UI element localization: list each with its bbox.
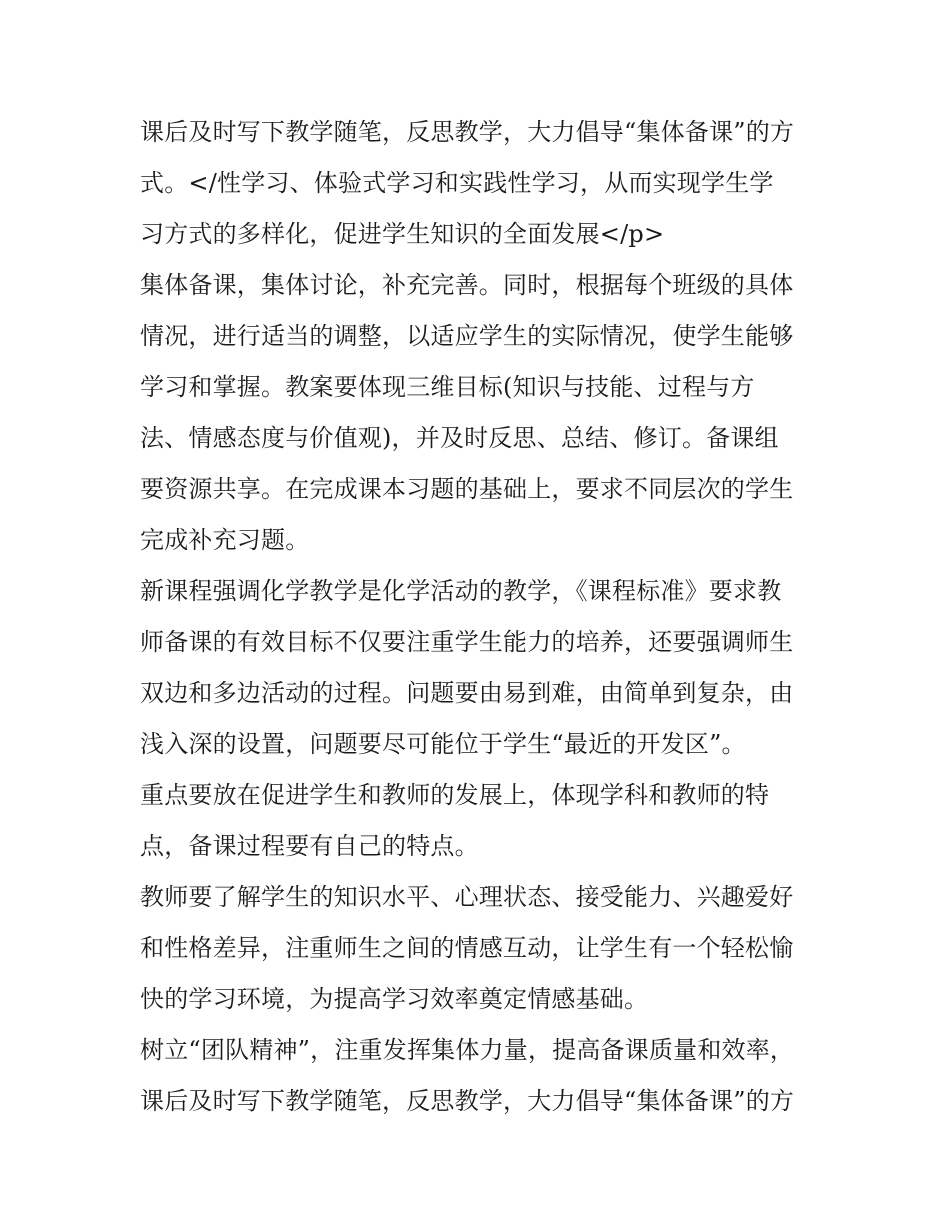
text-line: 重点要放在促进学生和教师的发展上，体现学科和教师的特: [140, 781, 770, 809]
text-line: 课后及时写下教学随笔，反思教学，大力倡导“集体备课”的方: [140, 1087, 795, 1115]
text-line: 集体备课，集体讨论，补充完善。同时，根据每个班级的具体: [140, 271, 794, 299]
text-line: 要资源共享。在完成课本习题的基础上，要求不同层次的学生: [140, 475, 794, 503]
text-line: 情况，进行适当的调整，以适应学生的实际情况，使学生能够: [140, 322, 794, 350]
text-line: 和性格差异，注重师生之间的情感互动，让学生有一个轻松愉: [140, 934, 794, 962]
text-line: 课后及时写下教学随笔，反思教学，大力倡导“集体备课”的方: [140, 118, 795, 146]
text-line: 点，备课过程要有自己的特点。: [140, 832, 479, 860]
document-body: [140, 107, 820, 1127]
text-line: 新课程强调化学教学是化学活动的教学，《课程标准》要求教: [140, 577, 782, 605]
text-line: 习方式的多样化，促进学生知识的全面发展</p>: [140, 220, 665, 248]
text-line: 双边和多边活动的过程。问题要由易到难，由简单到复杂，由: [140, 679, 794, 707]
text-line: 式。</性学习、体验式学习和实践性学习，从而实现学生学: [140, 169, 774, 197]
text-line: 学习和掌握。教案要体现三维目标(知识与技能、过程与方: [140, 373, 755, 401]
text-line: 教师要了解学生的知识水平、心理状态、接受能力、兴趣爱好: [140, 883, 794, 911]
text-line: 快的学习环境，为提高学习效率奠定情感基础。: [140, 985, 649, 1013]
text-line: 树立“团队精神”，注重发挥集体力量，提高备课质量和效率，: [140, 1036, 795, 1064]
text-line: 完成补充习题。: [140, 526, 310, 554]
text-line: 法、情感态度与价值观)，并及时反思、总结、修订。备课组: [140, 424, 779, 452]
text-line: 师备课的有效目标不仅要注重学生能力的培养，还要强调师生: [140, 628, 794, 656]
text-line: 浅入深的设置，问题要尽可能位于学生“最近的开发区”。: [140, 730, 746, 758]
